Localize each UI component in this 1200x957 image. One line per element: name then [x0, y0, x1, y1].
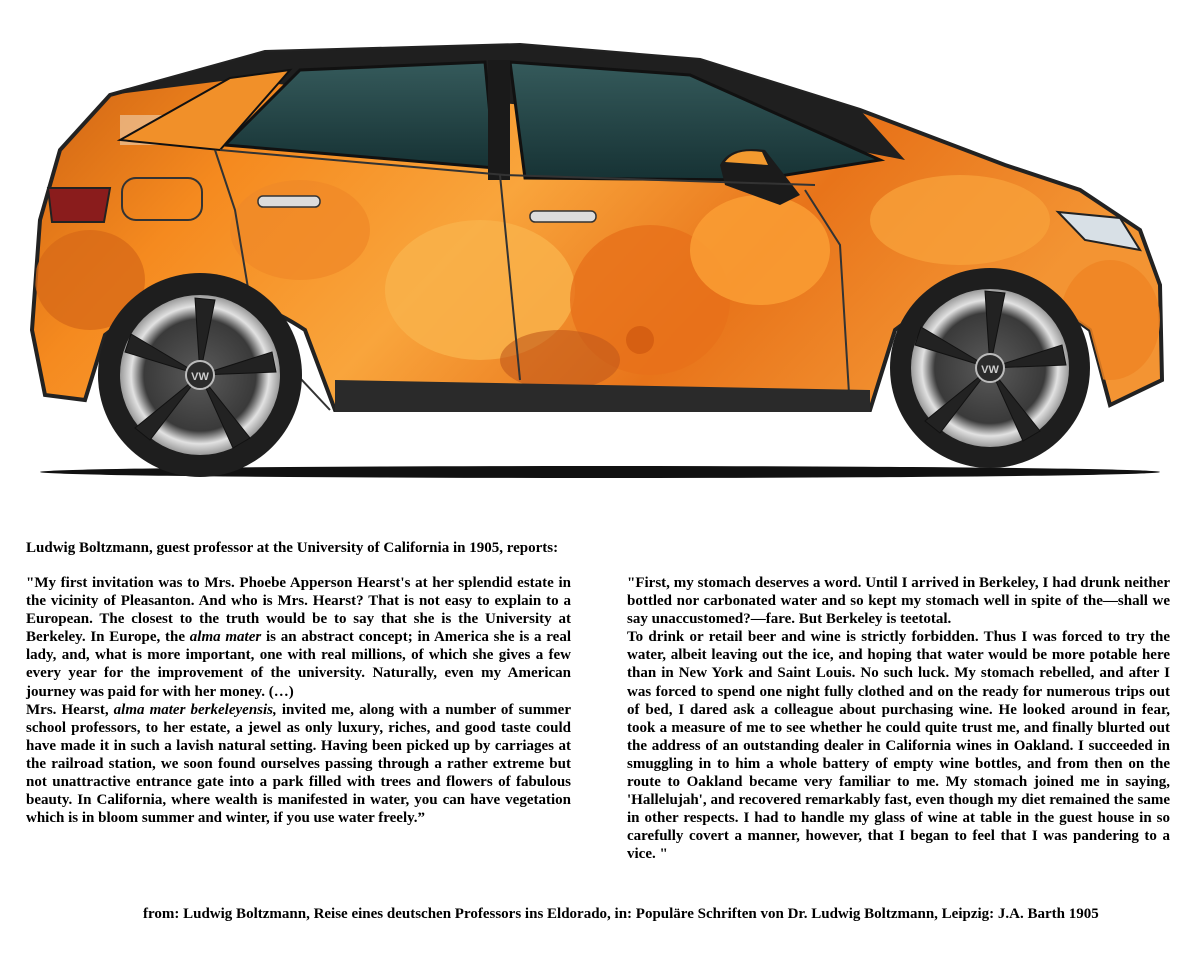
- b-pillar: [488, 60, 510, 180]
- left-p2-text-b: invited me, along with a number of summer school professors, to her estate, a jewel as only luxury, riches, and good taste could have made it in such a lavish natural setting. Having been picked up by carriages at the railroad station, we soon found ourselves passing through a rather extreme but not unattractive entrance gate into a park filled with trees and flowers of fabulous beauty. In California, where wealth is manifested in water, you can have vegetation which is in bloom summer and winter, if you use water freely.”: [26, 701, 571, 827]
- rear-door-handle: [258, 196, 320, 207]
- left-p2-emphasis: alma mater berkeleyensis,: [113, 701, 277, 718]
- intro-line: Ludwig Boltzmann, guest professor at the University of California in 1905, reports:: [26, 540, 559, 556]
- rear-wheel: [98, 273, 302, 477]
- left-p1-text-b: is an abstract concept; in America she is a real lady, and, what is more important, one with real millions, of which she gives a few every year for the improvement of the university. Naturally, even my American journey was paid for with her money. (…): [26, 629, 572, 700]
- left-p1-emphasis: alma mater: [189, 629, 262, 646]
- source-citation: from: Ludwig Boltzmann, Reise eines deutschen Professors ins Eldorado, in: Populäre Schriften von Dr. Ludwig Boltzmann, Leipzig: J.A. Barth 1905: [143, 906, 1099, 922]
- right-paragraph-1: "First, my stomach deserves a word. Until I arrived in Berkeley, I had drunk neither bottled nor carbonated water and so kept my stomach well in spite of the—shall we say unaccustomed?—fare. But Berkeley is teetotal.: [627, 575, 1170, 628]
- front-door-handle: [530, 211, 596, 222]
- left-p2-text-a: Mrs. Hearst,: [26, 701, 114, 718]
- right-paragraph-2: To drink or retail beer and wine is strictly forbidden. Thus I was forced to try the water, albeit leaving out the ice, and hoping that water would be more potable here than in New York and Saint Louis. No such luck. My stomach rebelled, and after I was forced to spend one night fully clothed and on the ready for numerous trips out of bed, I dared ask a colleague about purchasing wine. He looked around in fear, took a measure of me to see whether he could quite trust me, and finally blurted out the address of an outstanding dealer in California wines in Oakland. I succeeded in smuggling in to him a whole battery of empty wine bottles, and from then on the route to Oakland became very familiar to me. My stomach joined me in saying, 'Hallelujah', and recovered remarkably fast, even though my diet remained the same in other respects. I had to handle my glass of wine at table in the guest house in so carefully covert a manner, however, that I began to feel that I was pandering to a vice. ": [627, 629, 1170, 863]
- front-wheel: [890, 268, 1090, 468]
- left-p1-text-a: "My first invitation was to Mrs. Phoebe Apperson Hearst's at her splendid estate in the vicinity of Pleasanton. And who is Mrs. Hearst? That is not easy to explain to a European. The closest to the truth would be to say that she is the University at Berkeley. In Europe, the: [26, 575, 571, 646]
- quote-left-column: [26, 574, 571, 827]
- front-wheel-badge: VW: [981, 364, 999, 376]
- left-paragraph-2: [26, 701, 571, 828]
- left-paragraph-1: [26, 574, 571, 701]
- quote-right-column: [627, 574, 1170, 864]
- rear-wheel-badge: VW: [191, 371, 209, 383]
- tail-light: [48, 188, 110, 222]
